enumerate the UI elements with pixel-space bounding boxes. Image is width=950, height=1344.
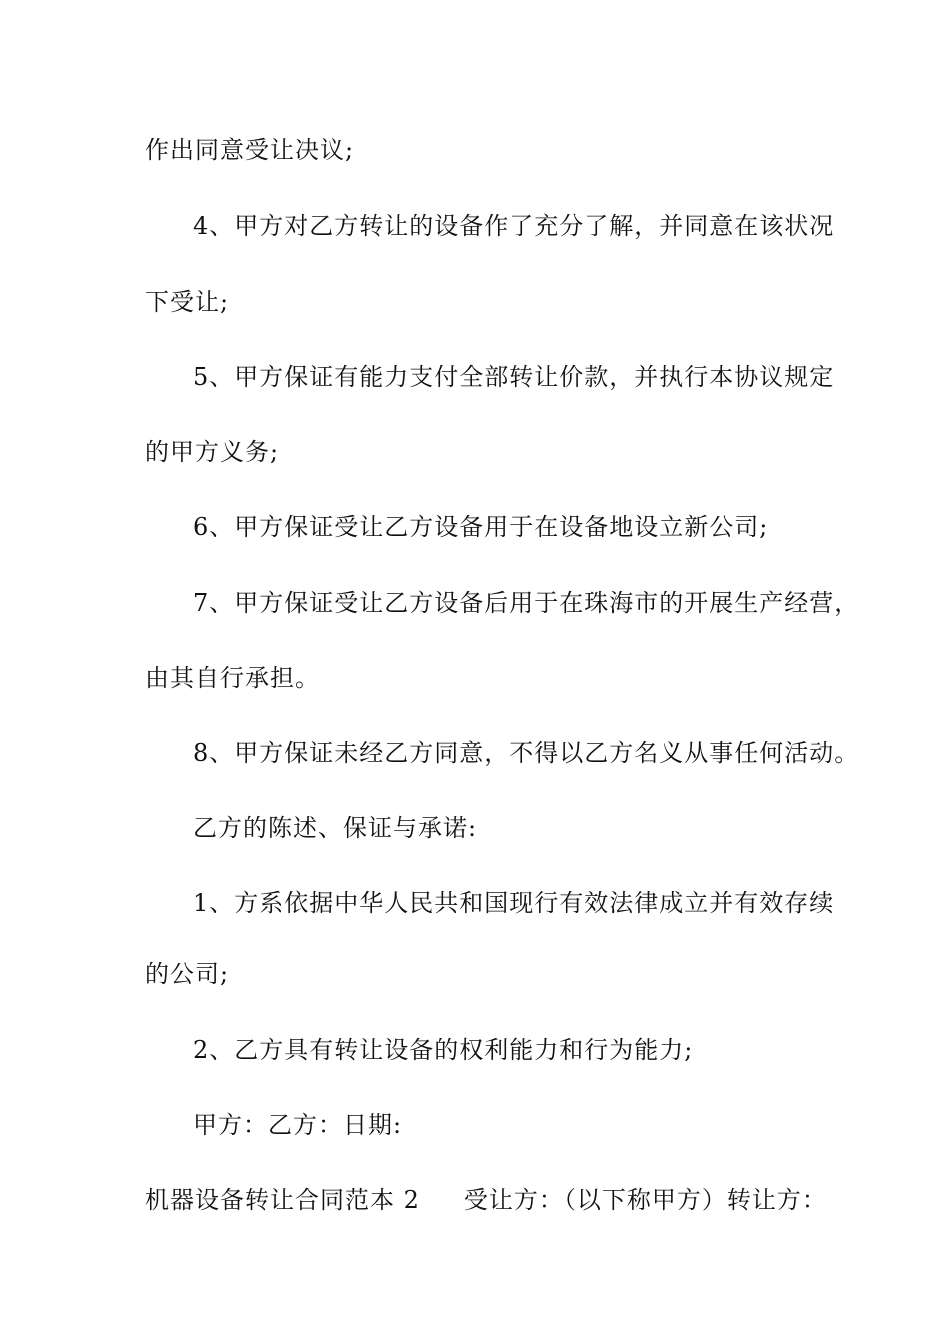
signature-line: 甲方：乙方：日期: xyxy=(193,1111,403,1139)
clause-5: 5、甲方保证有能力支付全部转让价款，并执行本协议规定 xyxy=(193,363,835,391)
clause-8: 8、甲方保证未经乙方同意，不得以乙方名义从事任何活动。 xyxy=(193,739,860,767)
contract-title-line xyxy=(145,1184,827,1216)
section-heading: 乙方的陈述、保证与承诺: xyxy=(193,814,478,842)
contract-title: 机器设备转让合同范本 2 xyxy=(145,1186,420,1214)
text-line: 的公司; xyxy=(145,960,230,988)
clause-4: 4、甲方对乙方转让的设备作了充分了解，并同意在该状况 xyxy=(193,212,835,240)
clause-1: 1、方系依据中华人民共和国现行有效法律成立并有效存续 xyxy=(193,889,835,917)
clause-7: 7、甲方保证受让乙方设备后用于在珠海市的开展生产经营， xyxy=(193,589,860,617)
text-line: 下受让; xyxy=(145,288,230,316)
text-line: 的甲方义务; xyxy=(145,438,280,466)
text-line: 作出同意受让决议; xyxy=(145,136,355,164)
clause-6: 6、甲方保证受让乙方设备用于在设备地设立新公司; xyxy=(193,513,769,541)
clause-2: 2、乙方具有转让设备的权利能力和行为能力; xyxy=(193,1036,694,1064)
contract-parties: 受让方：（以下称甲方）转让方： xyxy=(463,1186,827,1214)
text-line: 由其自行承担。 xyxy=(145,664,320,692)
